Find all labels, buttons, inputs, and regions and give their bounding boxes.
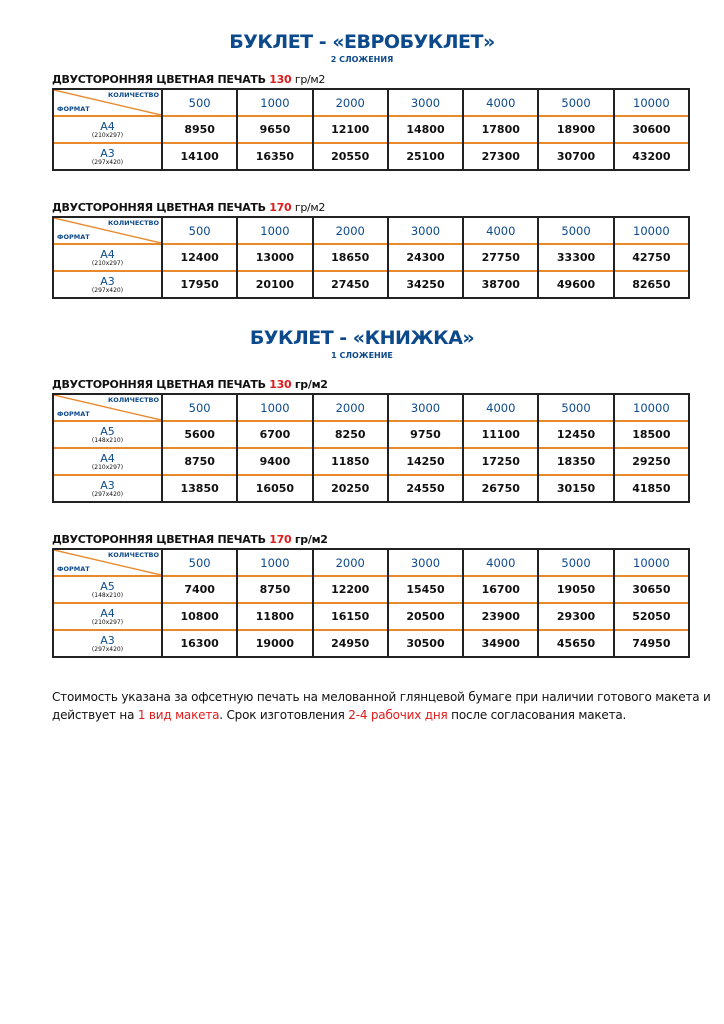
corner-cell <box>53 394 162 421</box>
price-cell: 16300 <box>162 630 237 657</box>
quantity-cell: 1000 <box>237 217 312 244</box>
price-cell: 18500 <box>614 421 689 448</box>
price-cell: 74950 <box>614 630 689 657</box>
table-row <box>53 421 689 448</box>
table-row <box>53 271 689 298</box>
price-cell: 17250 <box>463 448 538 475</box>
corner-cell <box>53 89 162 116</box>
price-cell: 20250 <box>313 475 388 502</box>
quantity-cell: 2000 <box>313 217 388 244</box>
price-cell: 12400 <box>162 244 237 271</box>
quantity-header: КОЛИЧЕСТВО <box>107 396 159 404</box>
price-cell: 52050 <box>614 603 689 630</box>
price-cell: 24950 <box>313 630 388 657</box>
quantity-cell: 5000 <box>538 549 613 576</box>
table-label: ДВУСТОРОННЯЯ ЦВЕТНАЯ ПЕЧАТЬ 170 гр/м2 <box>52 533 328 546</box>
table-row <box>53 244 689 271</box>
price-cell: 82650 <box>614 271 689 298</box>
quantity-cell: 4000 <box>463 217 538 244</box>
price-cell: 30650 <box>614 576 689 603</box>
quantity-cell: 10000 <box>614 549 689 576</box>
quantity-cell: 10000 <box>614 89 689 116</box>
price-cell: 13000 <box>237 244 312 271</box>
price-cell: 27450 <box>313 271 388 298</box>
price-cell: 18350 <box>538 448 613 475</box>
quantity-cell: 10000 <box>614 217 689 244</box>
table-row <box>53 116 689 143</box>
price-cell: 19000 <box>237 630 312 657</box>
price-cell: 12450 <box>538 421 613 448</box>
price-cell: 30500 <box>388 630 463 657</box>
table-row <box>53 603 689 630</box>
price-cell: 30600 <box>614 116 689 143</box>
price-cell: 14100 <box>162 143 237 170</box>
corner-cell <box>53 549 162 576</box>
quantity-cell: 1000 <box>237 89 312 116</box>
price-cell: 7400 <box>162 576 237 603</box>
price-cell: 11100 <box>463 421 538 448</box>
quantity-cell: 500 <box>162 89 237 116</box>
footnote: Стоимость указана за офсетную печать на мелованной глянцевой бумаге при наличии готового макета и действует на 1 вид макета. Срок изготовления 2-4 рабочих дня после согласования макета. <box>52 690 711 722</box>
quantity-cell: 500 <box>162 217 237 244</box>
price-cell: 13850 <box>162 475 237 502</box>
price-cell: 16150 <box>313 603 388 630</box>
format-header: ФОРМАТ <box>57 410 90 418</box>
format-header: ФОРМАТ <box>57 105 90 113</box>
quantity-cell: 3000 <box>388 394 463 421</box>
quantity-cell: 4000 <box>463 549 538 576</box>
format-cell: A4 (210x297) <box>53 603 162 630</box>
format-cell: A4 (210x297) <box>53 244 162 271</box>
price-cell: 9750 <box>388 421 463 448</box>
quantity-cell: 1000 <box>237 394 312 421</box>
price-cell: 30150 <box>538 475 613 502</box>
table-row <box>53 448 689 475</box>
price-cell: 25100 <box>388 143 463 170</box>
quantity-header: КОЛИЧЕСТВО <box>107 551 159 559</box>
table-label: ДВУСТОРОННЯЯ ЦВЕТНАЯ ПЕЧАТЬ 170 гр/м2 <box>52 201 326 214</box>
price-cell: 9650 <box>237 116 312 143</box>
quantity-cell: 5000 <box>538 89 613 116</box>
quantity-cell: 5000 <box>538 394 613 421</box>
table-label: ДВУСТОРОННЯЯ ЦВЕТНАЯ ПЕЧАТЬ 130 гр/м2 <box>52 378 328 391</box>
price-cell: 12100 <box>313 116 388 143</box>
quantity-cell: 500 <box>162 394 237 421</box>
price-cell: 16050 <box>237 475 312 502</box>
price-cell: 29300 <box>538 603 613 630</box>
price-cell: 5600 <box>162 421 237 448</box>
quantity-cell: 2000 <box>313 394 388 421</box>
header-row <box>53 89 689 116</box>
price-cell: 24550 <box>388 475 463 502</box>
corner-cell <box>53 217 162 244</box>
price-cell: 27300 <box>463 143 538 170</box>
price-cell: 30700 <box>538 143 613 170</box>
table-row <box>53 143 689 170</box>
price-cell: 14250 <box>388 448 463 475</box>
price-cell: 18900 <box>538 116 613 143</box>
price-cell: 17800 <box>463 116 538 143</box>
section-title-eurobooklet: БУКЛЕТ - «ЕВРОБУКЛЕТ» <box>229 31 495 53</box>
price-cell: 8250 <box>313 421 388 448</box>
price-cell: 34250 <box>388 271 463 298</box>
price-cell: 26750 <box>463 475 538 502</box>
price-cell: 8750 <box>162 448 237 475</box>
format-header: ФОРМАТ <box>57 233 90 241</box>
price-table-euro-130 <box>52 88 690 171</box>
quantity-cell: 10000 <box>614 394 689 421</box>
table-row <box>53 475 689 502</box>
header-row <box>53 394 689 421</box>
header-row <box>53 549 689 576</box>
quantity-cell: 1000 <box>237 549 312 576</box>
price-cell: 19050 <box>538 576 613 603</box>
price-cell: 27750 <box>463 244 538 271</box>
price-cell: 29250 <box>614 448 689 475</box>
section-subtitle-eurobooklet: 2 СЛОЖЕНИЯ <box>330 55 394 64</box>
price-cell: 17950 <box>162 271 237 298</box>
table-row <box>53 630 689 657</box>
table-row <box>53 576 689 603</box>
quantity-cell: 3000 <box>388 89 463 116</box>
format-header: ФОРМАТ <box>57 565 90 573</box>
quantity-cell: 3000 <box>388 217 463 244</box>
price-cell: 12200 <box>313 576 388 603</box>
format-cell: A5 (148x210) <box>53 576 162 603</box>
price-cell: 8950 <box>162 116 237 143</box>
section-title-book: БУКЛЕТ - «КНИЖКА» <box>249 327 475 349</box>
quantity-cell: 5000 <box>538 217 613 244</box>
price-cell: 20500 <box>388 603 463 630</box>
price-cell: 38700 <box>463 271 538 298</box>
price-cell: 9400 <box>237 448 312 475</box>
price-cell: 15450 <box>388 576 463 603</box>
table-label: ДВУСТОРОННЯЯ ЦВЕТНАЯ ПЕЧАТЬ 130 гр/м2 <box>52 73 326 86</box>
price-cell: 49600 <box>538 271 613 298</box>
format-cell: A3 (297x420) <box>53 630 162 657</box>
quantity-header: КОЛИЧЕСТВО <box>107 91 159 99</box>
price-cell: 43200 <box>614 143 689 170</box>
price-table-euro-170 <box>52 216 690 299</box>
price-cell: 6700 <box>237 421 312 448</box>
quantity-cell: 3000 <box>388 549 463 576</box>
quantity-cell: 2000 <box>313 549 388 576</box>
format-cell: A5 (148x210) <box>53 421 162 448</box>
quantity-cell: 4000 <box>463 394 538 421</box>
price-cell: 14800 <box>388 116 463 143</box>
quantity-cell: 2000 <box>313 89 388 116</box>
price-cell: 45650 <box>538 630 613 657</box>
price-cell: 24300 <box>388 244 463 271</box>
price-table-book-170 <box>52 548 690 658</box>
price-cell: 11850 <box>313 448 388 475</box>
price-cell: 11800 <box>237 603 312 630</box>
header-row <box>53 217 689 244</box>
quantity-cell: 500 <box>162 549 237 576</box>
price-cell: 16350 <box>237 143 312 170</box>
price-cell: 20550 <box>313 143 388 170</box>
price-cell: 34900 <box>463 630 538 657</box>
format-cell: A3 (297x420) <box>53 475 162 502</box>
price-cell: 8750 <box>237 576 312 603</box>
format-cell: A3 (297x420) <box>53 143 162 170</box>
price-cell: 41850 <box>614 475 689 502</box>
section-subtitle-book: 1 СЛОЖЕНИЕ <box>331 351 393 360</box>
price-cell: 16700 <box>463 576 538 603</box>
format-cell: A4 (210x297) <box>53 116 162 143</box>
price-cell: 20100 <box>237 271 312 298</box>
price-cell: 10800 <box>162 603 237 630</box>
price-cell: 42750 <box>614 244 689 271</box>
price-cell: 23900 <box>463 603 538 630</box>
price-cell: 18650 <box>313 244 388 271</box>
format-cell: A3 (297x420) <box>53 271 162 298</box>
price-cell: 33300 <box>538 244 613 271</box>
price-table-book-130 <box>52 393 690 503</box>
quantity-cell: 4000 <box>463 89 538 116</box>
quantity-header: КОЛИЧЕСТВО <box>107 219 159 227</box>
format-cell: A4 (210x297) <box>53 448 162 475</box>
